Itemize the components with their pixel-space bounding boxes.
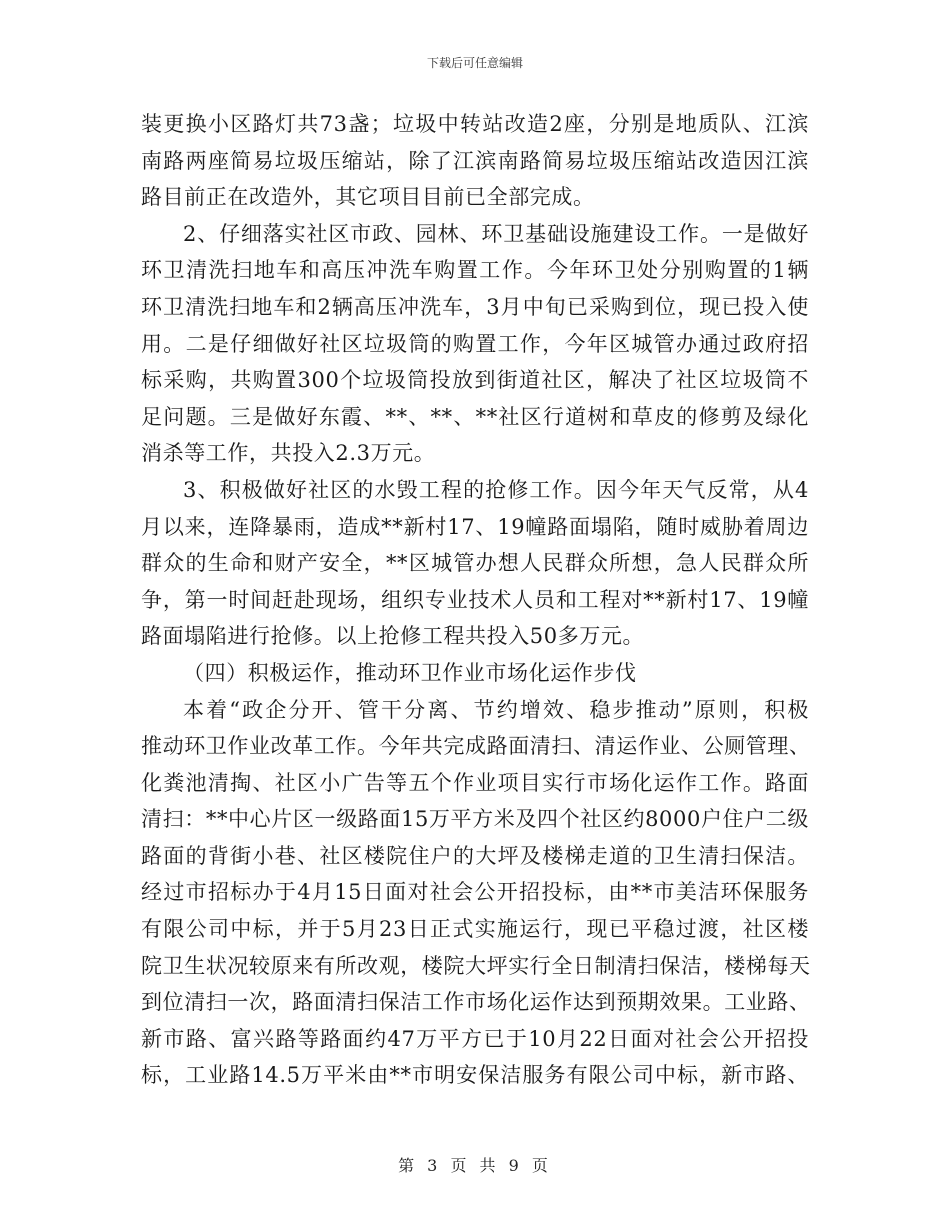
- paragraph-start: 3、积极做好社区的水毁工程的抢修工作。因今年天气反常，从4: [183, 477, 809, 502]
- text-line: 新市路、富兴路等路面约47万平方已于10月22日面对社会公开招投: [141, 1026, 809, 1051]
- section-heading: （四）积极运作，推动环卫作业市场化运作步伐: [183, 660, 637, 685]
- text-line: 路面的背街小巷、社区楼院住户的大坪及楼梯走道的卫生清扫保洁。: [141, 843, 809, 868]
- text-line: 路面塌陷进行抢修。以上抢修工程共投入50多万元。: [141, 624, 645, 649]
- text-line: 清扫：**中心片区一级路面15万平方米及四个社区约8000户住户二级: [141, 807, 809, 832]
- text-line: 推动环卫作业改革工作。今年共完成路面清扫、清运作业、公厕管理、: [141, 734, 811, 759]
- paragraph-start: 本着“政企分开、管干分离、节约增效、稳步推动”原则，积极: [183, 697, 809, 722]
- text-line: 争，第一时间赶赴现场，组织专业技术人员和工程对**新村17、19幢: [141, 587, 809, 612]
- text-line: 环卫清洗扫地车和高压冲洗车购置工作。今年环卫处分别购置的1辆: [141, 258, 809, 283]
- page-header: 下载后可任意编辑: [426, 56, 523, 70]
- text-line: 南路两座简易垃圾压缩站，除了江滨南路简易垃圾压缩站改造因江滨: [141, 148, 809, 173]
- text-line: 用。二是仔细做好社区垃圾筒的购置工作，今年区城管办通过政府招: [141, 331, 809, 356]
- paragraph-start: 2、仔细落实社区市政、园林、环卫基础设施建设工作。一是做好: [183, 221, 809, 246]
- text-line: 群众的生命和财产安全，**区城管办想人民群众所想，急人民群众所: [141, 551, 809, 576]
- text-line: 到位清扫一次，路面清扫保洁工作市场化运作达到预期效果。工业路、: [141, 990, 811, 1015]
- text-line: 足问题。三是做好东霞、**、**、**社区行道树和草皮的修剪及绿化: [141, 404, 809, 429]
- text-line: 月以来，连降暴雨，造成**新村17、19幢路面塌陷，随时威胁着周边: [141, 514, 809, 539]
- text-line: 化粪池清掏、社区小广告等五个作业项目实行市场化运作工作。路面: [141, 770, 809, 795]
- text-line: 消杀等工作，共投入2.3万元。: [141, 441, 436, 466]
- text-line: 装更换小区路灯共73盏；垃圾中转站改造2座，分别是地质队、江滨: [141, 112, 809, 136]
- page-number: 第 3 页 共 9 页: [398, 1156, 552, 1175]
- text-line: 经过市招标办于4月15日面对社会公开招投标，由**市美洁环保服务: [141, 880, 809, 905]
- text-line: 标采购，共购置300个垃圾筒投放到街道社区，解决了社区垃圾筒不: [141, 368, 809, 393]
- text-line: 标，工业路14.5万平米由**市明安保洁服务有限公司中标，新市路、: [141, 1063, 809, 1088]
- text-line: 环卫清洗扫地车和2辆高压冲洗车，3月中旬已采购到位，现已投入使: [141, 294, 809, 319]
- text-line: 路目前正在改造外，其它项目目前已全部完成。: [141, 185, 595, 210]
- text-line: 院卫生状况较原来有所改观，楼院大坪实行全日制清扫保洁，楼梯每天: [141, 953, 811, 978]
- text-line: 有限公司中标，并于5月23日正式实施运行，现已平稳过渡，社区楼: [141, 917, 809, 942]
- document-body: [141, 106, 809, 1094]
